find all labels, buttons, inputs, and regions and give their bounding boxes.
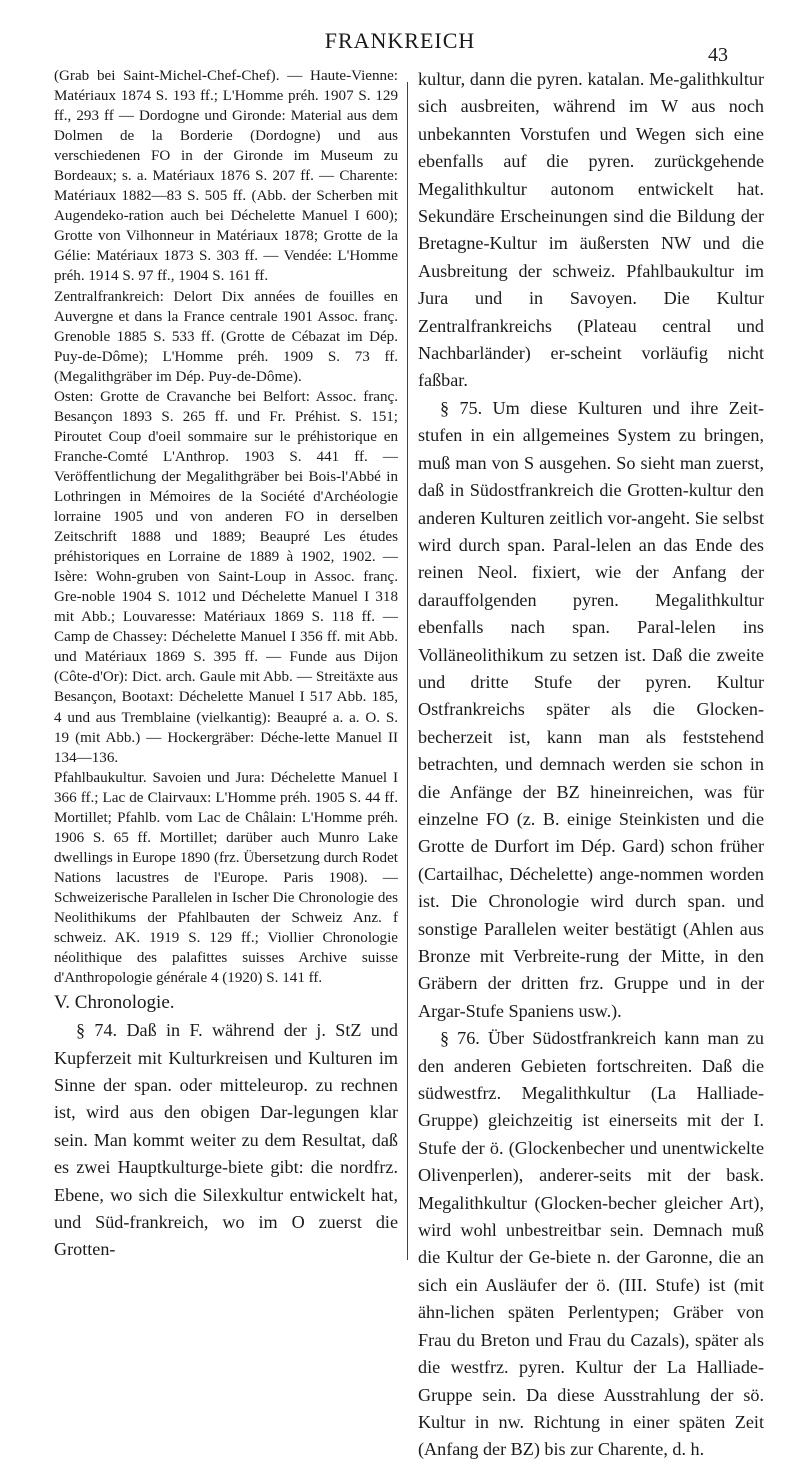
left-column <box>54 66 398 1264</box>
section-heading: V. Chronologie. <box>54 992 175 1014</box>
body-text-left <box>54 1017 398 1264</box>
body-paragraph: § 74. Daß in F. während der j. StZ und Kupferzeit mit Kulturkreisen und Kulturen im Sinne der span. oder mitteleurop. zu rechnen ist, wird aus den obigen Dar-legungen klar sein. Man kommt weiter zu dem Resultat, daß es zwei Hauptkulturge-biete gibt: die nordfrz. Ebene, wo sich die Silexkultur entwickelt hat, und Süd-frankreich, wo im O zuerst die Grotten- <box>54 1020 398 1260</box>
right-column <box>418 66 764 1464</box>
body-paragraph: § 75. Um diese Kulturen und ihre Zeit-stufen in ein allgemeines System zu bringen, muß man von S ausgehen. So sieht man zuerst, daß in Südostfrankreich die Grotten-kultur den anderen Kulturen zeitlich vor-angeht. Sie selbst wird durch span. Paral-lelen an das Ende des reinen Neol. fixiert, wie der Anfang der darauffolgenden pyren. Megalithkultur ebenfalls nach span. Paral-lelen ins Volläneolithikum zu setzen ist. Daß die zweite und dritte Stufe der pyren. Kultur Ostfrankreichs später als die Glocken-becherzeit ist, kann man als feststehend betrachten, und demnach werden sie schon in die Anfänge der BZ hineinreichen, was für einzelne FO (z. B. einige Steinkisten und die Grotte de Durfort im Dép. Gard) schon früher (Cartailhac, Déchelette) ange-nommen worden ist. Die Chronologie wird durch span. und sonstige Parallelen weiter bestätigt (Ahlen aus Bronze mit Verbreite-rung der Mitte, in den Gräbern der dritten frz. Gruppe und in der Argar-Stufe Spaniens usw.). <box>418 397 764 1021</box>
column-divider <box>407 82 408 1260</box>
bibliography-paragraph: Zentralfrankreich: Delort Dix années de fouilles en Auvergne et dans la France centrale 1901 Assoc. franç. Grenoble 1885 S. 533 ff. (Grotte de Cébazat im Dép. Puy-de-Dôme); L'Homme préh. 1909 S. 73 ff. (Megalithgräber im Dép. Puy-de-Dôme). <box>54 288 398 385</box>
body-paragraph: kultur, dann die pyren. katalan. Me-galithkultur sich ausbreiten, während im W aus noch unbekannten Vorstufen und Wegen sich eine ebenfalls auf die pyren. zurückgehende Megalithkultur autonom entwickelt hat. Sekundäre Erscheinungen sind die Bildung der Bretagne-Kultur im äußersten NW und die Ausbreitung der schweiz. Pfahlbaukultur im Jura und in Savoyen. Die Kultur Zentralfrankreichs (Plateau central und Nachbarländer) er-scheint vorläufig nicht faßbar. <box>418 69 764 391</box>
body-text-right <box>418 66 764 1464</box>
running-title: FRANKREICH <box>324 28 476 53</box>
bibliography-paragraph: Pfahlbaukultur. Savoien und Jura: Déchelette Manuel I 366 ff.; Lac de Clairvaux: L'Homme préh. 1905 S. 44 ff. Mortillet; Pfahlb. vom Lac de Châlain: L'Homme préh. 1906 S. 65 ff. Mortillet; darüber auch Munro Lake dwellings in Europe 1890 (frz. Übersetzung durch Rodet Nations lacustres de l'Europe. Paris 1908). — Schweizerische Parallelen in Ischer Die Chronologie des Neolithikums der Pfahlbauten der Schweiz Anz. f schweiz. AK. 1919 S. 129 ff.; Viollier Chronologie néolithique des palafittes suisses Archive suisse d'Anthropologie générale 4 (1920) S. 141 ff. <box>54 769 398 987</box>
page-number: 43 <box>708 44 728 66</box>
bibliography-paragraph: (Grab bei Saint-Michel-Chef-Chef). — Haute-Vienne: Matériaux 1874 S. 193 ff.; L'Homme préh. 1907 S. 129 ff., 293 ff — Dordogne und Gironde: Material aus dem Dolmen de la Borderie (Dordogne) und aus verschiedenen FO in der Gironde im Museum zu Bordeaux; s. a. Matériaux 1876 S. 207 ff. — Charente: Matériaux 1882—83 S. 505 ff. (Abb. der Scherben mit Augendeko-ration auch bei Déchelette Manuel I 600); Grotte von Vilhonneur in Matériaux 1878; Grotte de la Gélie: Matériaux 1873 S. 303 ff. — Vendée: L'Homme préh. 1914 S. 97 ff., 1904 S. 161 ff. <box>54 68 398 285</box>
bibliography-block <box>54 66 398 988</box>
body-paragraph: § 76. Über Südostfrankreich kann man zu den anderen Gebieten fortschreiten. Daß die südwestfrz. Megalithkultur (La Halliade-Gruppe) gleichzeitig ist einerseits mit der I. Stufe der ö. (Glockenbecher und unentwickelte Olivenperlen), anderer-seits mit der bask. Megalithkultur (Glocken-becher gleicher Art), wird wohl unbestreitbar sein. Demnach muß die Kultur der Ge-biete n. der Garonne, die an sich ein Ausläufer der ö. (III. Stufe) ist (mit ähn-lichen späten Perlentypen; Gräber von Frau du Breton und Frau du Cazals), später als die westfrz. pyren. Kultur der La Halliade-Gruppe sein. Da diese Ausstrahlung der sö. Kultur in nw. Richtung in einer späten Zeit (Anfang der BZ) bis zur Charente, d. h. <box>418 1028 764 1460</box>
page-header <box>0 24 800 64</box>
bibliography-paragraph: Osten: Grotte de Cravanche bei Belfort: Assoc. franç. Besançon 1893 S. 265 ff. und Fr. Préhist. S. 151; Piroutet Coup d'oeil sommaire sur le préhistorique en Franche-Comté L'Anthrop. 1903 S. 441 ff. — Veröffentlichung der Megalithgräber bei Bois-l'Abbé in Lothringen in Mémoires de la Société d'Archéologie lorraine 1905 und von anderen FO in derselben Zeitschrift 1888 und 1889; Beaupré Les études préhistoriques en Lorraine de 1889 à 1902, 1902. — Isère: Wohn-gruben von Saint-Loup in Assoc. franç. Gre-noble 1904 S. 1012 und Déchelette Manuel I 318 mit Abb.; Louvaresse: Matériaux 1869 S. 118 ff. — Camp de Chassey: Déchelette Manuel I 356 ff. mit Abb. und Matériaux 1869 S. 395 ff. — Funde aus Dijon (Côte-d'Or): Dict. arch. Gaule mit Abb. — Streitäxte aus Besançon, Bootaxt: Déchelette Manuel I 517 Abb. 185, 4 und aus Tremblaine (vielkantig): Beaupré a. a. O. S. 19 (mit Abb.) — Hockergräber: Déche-lette Manuel II 134—136. <box>54 388 398 766</box>
